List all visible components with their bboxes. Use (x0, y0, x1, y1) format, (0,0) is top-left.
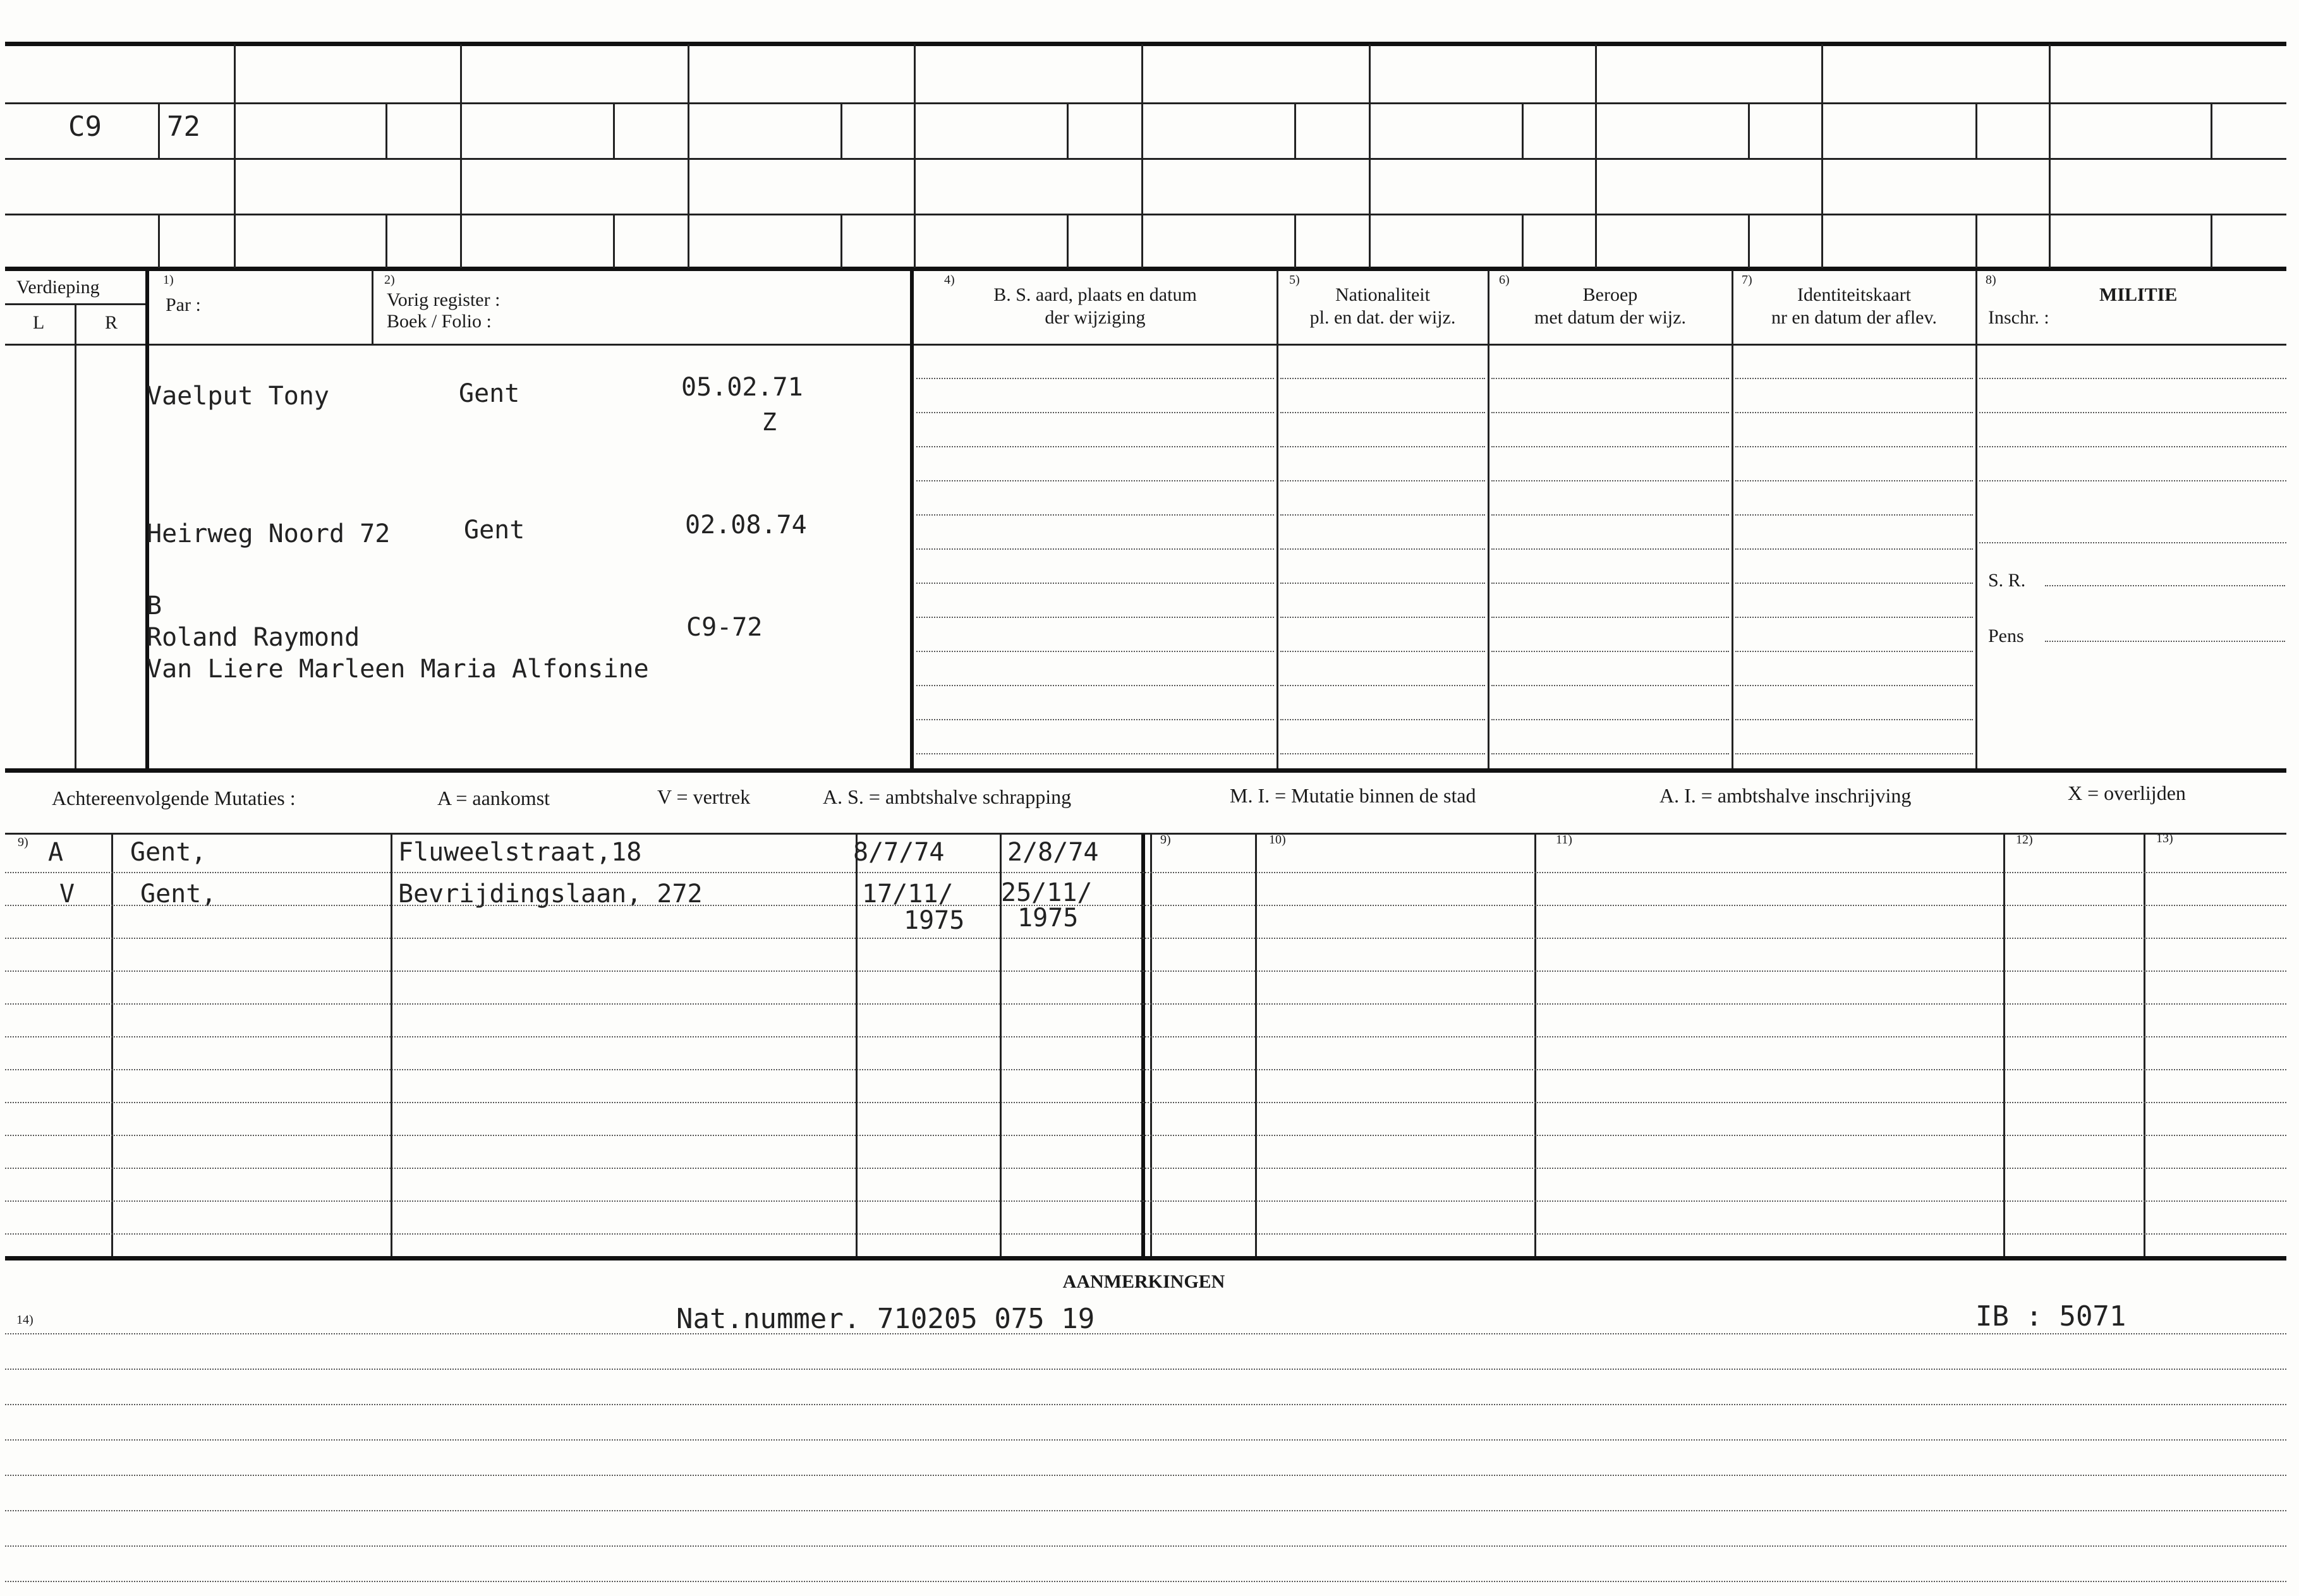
mut-col (2003, 834, 2005, 1256)
ruled-line (5, 1404, 2286, 1405)
nat-number: 5) (1289, 273, 1300, 287)
grid-tick (613, 104, 615, 159)
ruled-line (5, 1168, 2286, 1169)
bs-number: 4) (944, 273, 955, 287)
entry-date-1: 05.02.71 (681, 373, 803, 402)
grid-col (1821, 44, 1823, 268)
grid-tick (158, 104, 160, 159)
ruled-line (1491, 719, 1729, 720)
ruled-line (5, 1581, 2286, 1582)
ruled-line (916, 719, 1274, 720)
grid-tick (1522, 215, 1524, 268)
ruled-line (1735, 480, 1973, 481)
mut-col (2144, 834, 2145, 1256)
mut-address: Fluweelstraat,18 (398, 838, 642, 867)
ruled-line (1735, 548, 1973, 550)
col-divider (372, 270, 373, 345)
ruled-line (1280, 480, 1485, 481)
ruled-line (916, 617, 1274, 618)
ruled-line (916, 446, 1274, 447)
ruled-line (5, 1102, 2286, 1103)
ruled-line (5, 1510, 2286, 1511)
mut-col (111, 834, 113, 1256)
ruled-line (1491, 583, 1729, 584)
col-divider (1277, 270, 1278, 770)
ruled-line (1491, 753, 1729, 754)
grid-tick (1748, 215, 1750, 268)
bs-label-1: B. S. aard, plaats en datum (993, 284, 1197, 305)
ruled-line (5, 938, 2286, 939)
ruled-line (5, 1333, 2286, 1334)
grid-tick (1067, 104, 1069, 159)
legend-a: A = aankomst (437, 787, 550, 809)
ruled-line (1280, 378, 1485, 379)
beroep-number: 6) (1499, 273, 1510, 287)
ruled-line (5, 1233, 2286, 1235)
ruled-line (1280, 583, 1485, 584)
mut-col (1255, 834, 1257, 1256)
col-divider (75, 305, 76, 770)
ruled-line (1491, 651, 1729, 652)
militie-number: 8) (1986, 273, 1996, 287)
entry-place-1: Gent (459, 379, 520, 408)
grid-col (1141, 44, 1143, 268)
legend-mi: M. I. = Mutatie binnen de stad (1230, 784, 1476, 807)
legend-as: A. S. = ambtshalve schrapping (823, 785, 1072, 808)
par-number: 1) (163, 273, 174, 287)
mut-date2-b: 1975 (1017, 904, 1079, 933)
entry-name-4: Van Liere Marleen Maria Alfonsine (147, 655, 649, 684)
id-number: 7) (1742, 273, 1752, 287)
col-divider (910, 270, 914, 770)
remarks-title: AANMERKINGEN (1062, 1271, 1225, 1292)
grid-tick (158, 215, 160, 268)
beroep-label-2: met datum der wijz. (1534, 307, 1686, 328)
nat-label-2: pl. en dat. der wijz. (1309, 307, 1456, 328)
grid-tick (2211, 104, 2212, 159)
ruled-line (5, 1475, 2286, 1476)
verdieping-label: Verdieping (16, 277, 100, 298)
ruled-line (1735, 753, 1973, 754)
mut-address: Bevrijdingslaan, 272 (398, 880, 703, 909)
entry-name-1: Vaelput Tony (147, 382, 329, 411)
ruled-line (1280, 446, 1485, 447)
legend-title: Achtereenvolgende Mutaties : (52, 787, 296, 809)
mut-col (1141, 834, 1145, 1256)
grid-line (5, 214, 2286, 215)
id-label-1: Identiteitskaart (1797, 284, 1911, 305)
entry-name-3: Roland Raymond (147, 623, 360, 652)
ruled-line (1735, 617, 1973, 618)
mut-city: Gent, (130, 838, 207, 867)
ruled-line (5, 1200, 2286, 1202)
grid-tick (1067, 215, 1069, 268)
ruled-line (1735, 685, 1973, 686)
ruled-line (1491, 412, 1729, 413)
grid-col (234, 44, 236, 268)
top-code: C9 (68, 111, 102, 143)
mut-col9b-num: 9) (1160, 833, 1171, 847)
ruled-line (2045, 641, 2285, 642)
militie-label: MILITIE (2099, 284, 2178, 305)
par-label: Par : (166, 294, 201, 315)
ruled-line (1979, 542, 2286, 543)
beroep-label-1: Beroep (1582, 284, 1638, 305)
grid-tick (613, 215, 615, 268)
mut-col (1150, 834, 1152, 1256)
mut-col (391, 834, 392, 1256)
ruled-line (5, 1003, 2286, 1005)
entry-letter-b: B (147, 591, 162, 620)
grid-tick (1975, 215, 1977, 268)
ruled-line (916, 378, 1274, 379)
nat-nummer: Nat.nummer. 710205 075 19 (676, 1303, 1095, 1335)
ruled-line (916, 651, 1274, 652)
grid-col (914, 44, 916, 268)
header-border (5, 267, 2286, 271)
ruled-line (916, 480, 1274, 481)
ruled-line (5, 872, 2286, 873)
mut-date1: 8/7/74 (853, 838, 945, 867)
entry-address-2: Heirweg Noord 72 (147, 519, 391, 548)
mut-type: A (48, 838, 64, 867)
grid-col (1369, 44, 1371, 268)
grid-tick (2211, 215, 2212, 268)
mut-col13-num: 13) (2156, 831, 2173, 845)
ruled-line (1280, 719, 1485, 720)
boek-folio-label: Boek / Folio : (387, 311, 492, 332)
ruled-line (5, 1069, 2286, 1070)
ruled-line (916, 412, 1274, 413)
ruled-line (1979, 446, 2286, 447)
grid-col (1595, 44, 1597, 268)
mut-date2: 2/8/74 (1007, 838, 1099, 867)
inschr-label: Inschr. : (1988, 307, 2049, 328)
top-number: 72 (167, 111, 200, 143)
ruled-line (916, 548, 1274, 550)
grid-col (2049, 44, 2051, 268)
mut-date1-b: 1975 (904, 906, 965, 935)
col-r-label: R (105, 312, 118, 333)
ruled-line (5, 905, 2286, 906)
mut-col9-num: 9) (18, 835, 28, 849)
ruled-line (2045, 585, 2285, 586)
ruled-line (1491, 378, 1729, 379)
ruled-line (1280, 412, 1485, 413)
grid-tick (1522, 104, 1524, 159)
grid-tick (385, 215, 387, 268)
mut-city: Gent, (140, 880, 217, 909)
entry-code-3: C9-72 (686, 613, 763, 642)
ruled-line (1491, 446, 1729, 447)
mutations-top-line (5, 833, 2286, 835)
col-divider (1488, 270, 1489, 770)
mut-col (1534, 834, 1536, 1256)
vorig-number: 2) (384, 273, 395, 287)
ruled-line (5, 1036, 2286, 1037)
mut-col12-num: 12) (2016, 833, 2033, 847)
vorig-register-label: Vorig register : (387, 289, 500, 310)
grid-col (460, 44, 462, 268)
ruled-line (5, 1135, 2286, 1136)
mut-type: V (59, 880, 75, 909)
ib-number: IB : 5071 (1975, 1300, 2126, 1333)
remarks-number: 14) (16, 1313, 33, 1327)
ruled-line (1491, 617, 1729, 618)
ruled-line (1491, 685, 1729, 686)
mut-col10-num: 10) (1269, 833, 1286, 847)
entry-date-2: 02.08.74 (685, 511, 807, 540)
col-l-label: L (33, 312, 45, 333)
legend-v: V = vertrek (657, 785, 751, 808)
mutations-bottom-border (5, 1256, 2286, 1260)
ruled-line (1280, 685, 1485, 686)
ruled-line (1979, 378, 2286, 379)
ruled-line (1280, 548, 1485, 550)
sr-label: S. R. (1988, 570, 2026, 591)
ruled-line (5, 1439, 2286, 1441)
ruled-line (1735, 446, 1973, 447)
id-label-2: nr en datum der aflev. (1771, 307, 1938, 328)
col-divider (1732, 270, 1733, 770)
ruled-line (1735, 719, 1973, 720)
grid-line (5, 102, 2286, 104)
ruled-line (5, 1369, 2286, 1370)
ruled-line (1735, 378, 1973, 379)
ruled-line (1979, 480, 2286, 481)
ruled-line (1735, 412, 1973, 413)
mut-date1-a: 17/11/ (862, 880, 954, 909)
ruled-line (1735, 514, 1973, 516)
mut-date2-a: 25/11/ (1001, 878, 1093, 907)
ruled-line (1735, 583, 1973, 584)
nat-label-1: Nationaliteit (1335, 284, 1430, 305)
ruled-line (916, 583, 1274, 584)
ruled-line (5, 1545, 2286, 1547)
legend-x: X = overlijden (2068, 782, 2186, 804)
mut-col11-num: 11) (1556, 833, 1572, 847)
grid-tick (1748, 104, 1750, 159)
ruled-line (916, 514, 1274, 516)
pens-label: Pens (1988, 626, 2024, 646)
top-border (5, 42, 2286, 46)
entry-place-2: Gent (464, 516, 525, 545)
col-divider (1975, 270, 1977, 770)
ruled-line (1280, 753, 1485, 754)
ruled-line (1735, 651, 1973, 652)
grid-col (688, 44, 689, 268)
grid-tick (385, 104, 387, 159)
ruled-line (1979, 412, 2286, 413)
entry-z: Z (762, 408, 777, 436)
header-bottom-line (5, 344, 2286, 346)
ruled-line (1280, 514, 1485, 516)
ruled-line (916, 685, 1274, 686)
legend-ai: A. I. = ambtshalve inschrijving (1659, 784, 1912, 807)
ruled-line (5, 970, 2286, 972)
body-bottom-border (5, 768, 2286, 773)
grid-tick (1975, 104, 1977, 159)
mut-col (856, 834, 858, 1256)
grid-tick (840, 104, 842, 159)
ruled-line (1491, 514, 1729, 516)
ruled-line (1280, 617, 1485, 618)
ruled-line (1491, 480, 1729, 481)
ruled-line (1491, 548, 1729, 550)
grid-tick (1294, 104, 1296, 159)
grid-line (5, 158, 2286, 160)
ruled-line (1280, 651, 1485, 652)
bs-label-2: der wijziging (1045, 307, 1146, 328)
ruled-line (916, 753, 1274, 754)
grid-tick (840, 215, 842, 268)
grid-tick (1294, 215, 1296, 268)
